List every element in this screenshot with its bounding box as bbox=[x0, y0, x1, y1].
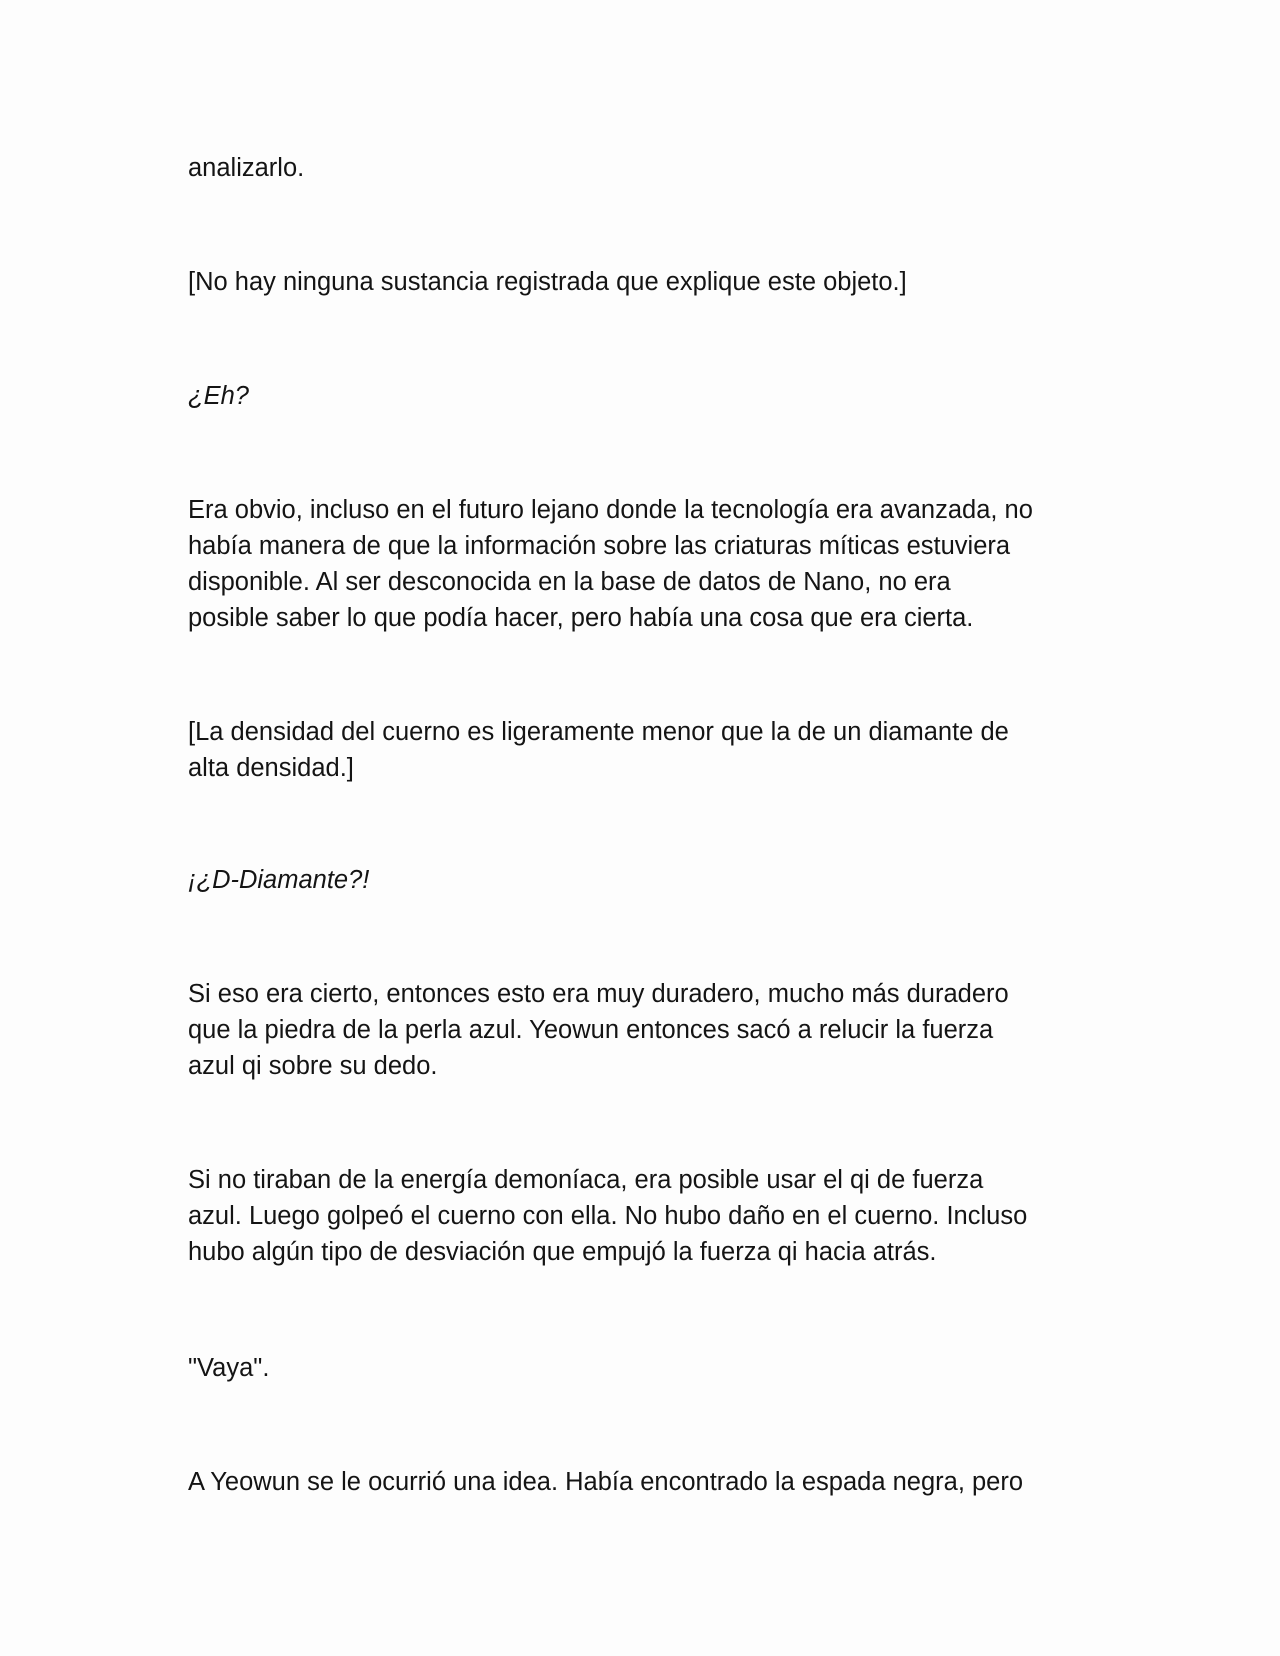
paragraph-system-message-density bbox=[188, 714, 1108, 786]
paragraph-vaya-dialogue bbox=[188, 1350, 1108, 1386]
text-line: Era obvio, incluso en el futuro lejano donde la tecnología era avanzada, no bbox=[188, 496, 1033, 524]
text-line: hubo algún tipo de desviación que empujó la fuerza qi hacia atrás. bbox=[188, 1238, 937, 1266]
text-line: [La densidad del cuerno es ligeramente menor que la de un diamante de bbox=[188, 718, 1009, 746]
text-line: analizarlo. bbox=[188, 154, 305, 182]
text-line: "Vaya". bbox=[188, 1354, 270, 1382]
paragraph-si-eso-era-cierto bbox=[188, 976, 1108, 1084]
text-line: azul. Luego golpeó el cuerno con ella. No hubo daño en el cuerno. Incluso bbox=[188, 1202, 1028, 1230]
text-line: había manera de que la información sobre las criaturas míticas estuviera bbox=[188, 532, 1011, 560]
text-line: alta densidad.] bbox=[188, 754, 354, 782]
paragraph-si-no-tiraban bbox=[188, 1162, 1108, 1270]
text-line: ¿Eh? bbox=[188, 382, 249, 410]
paragraph-diamante-thought bbox=[188, 862, 1108, 898]
paragraph-era-obvio bbox=[188, 492, 1108, 636]
paragraph-analizarlo bbox=[188, 150, 1108, 186]
text-line: que la piedra de la perla azul. Yeowun entonces sacó a relucir la fuerza bbox=[188, 1016, 994, 1044]
text-line: posible saber lo que podía hacer, pero había una cosa que era cierta. bbox=[188, 604, 974, 632]
text-line: azul qi sobre su dedo. bbox=[188, 1052, 438, 1080]
paragraph-eh-thought bbox=[188, 378, 1108, 414]
text-line: Si eso era cierto, entonces esto era muy duradero, mucho más duradero bbox=[188, 980, 1009, 1008]
text-line: Si no tiraban de la energía demoníaca, era posible usar el qi de fuerza bbox=[188, 1166, 984, 1194]
text-line: disponible. Al ser desconocida en la base de datos de Nano, no era bbox=[188, 568, 951, 596]
paragraph-a-yeowun bbox=[188, 1464, 1108, 1500]
text-line: ¡¿D-Diamante?! bbox=[188, 866, 370, 894]
text-line: A Yeowun se le ocurrió una idea. Había encontrado la espada negra, pero bbox=[188, 1468, 1024, 1496]
text-line: [No hay ninguna sustancia registrada que explique este objeto.] bbox=[188, 268, 907, 296]
paragraph-system-message-substance bbox=[188, 264, 1108, 300]
